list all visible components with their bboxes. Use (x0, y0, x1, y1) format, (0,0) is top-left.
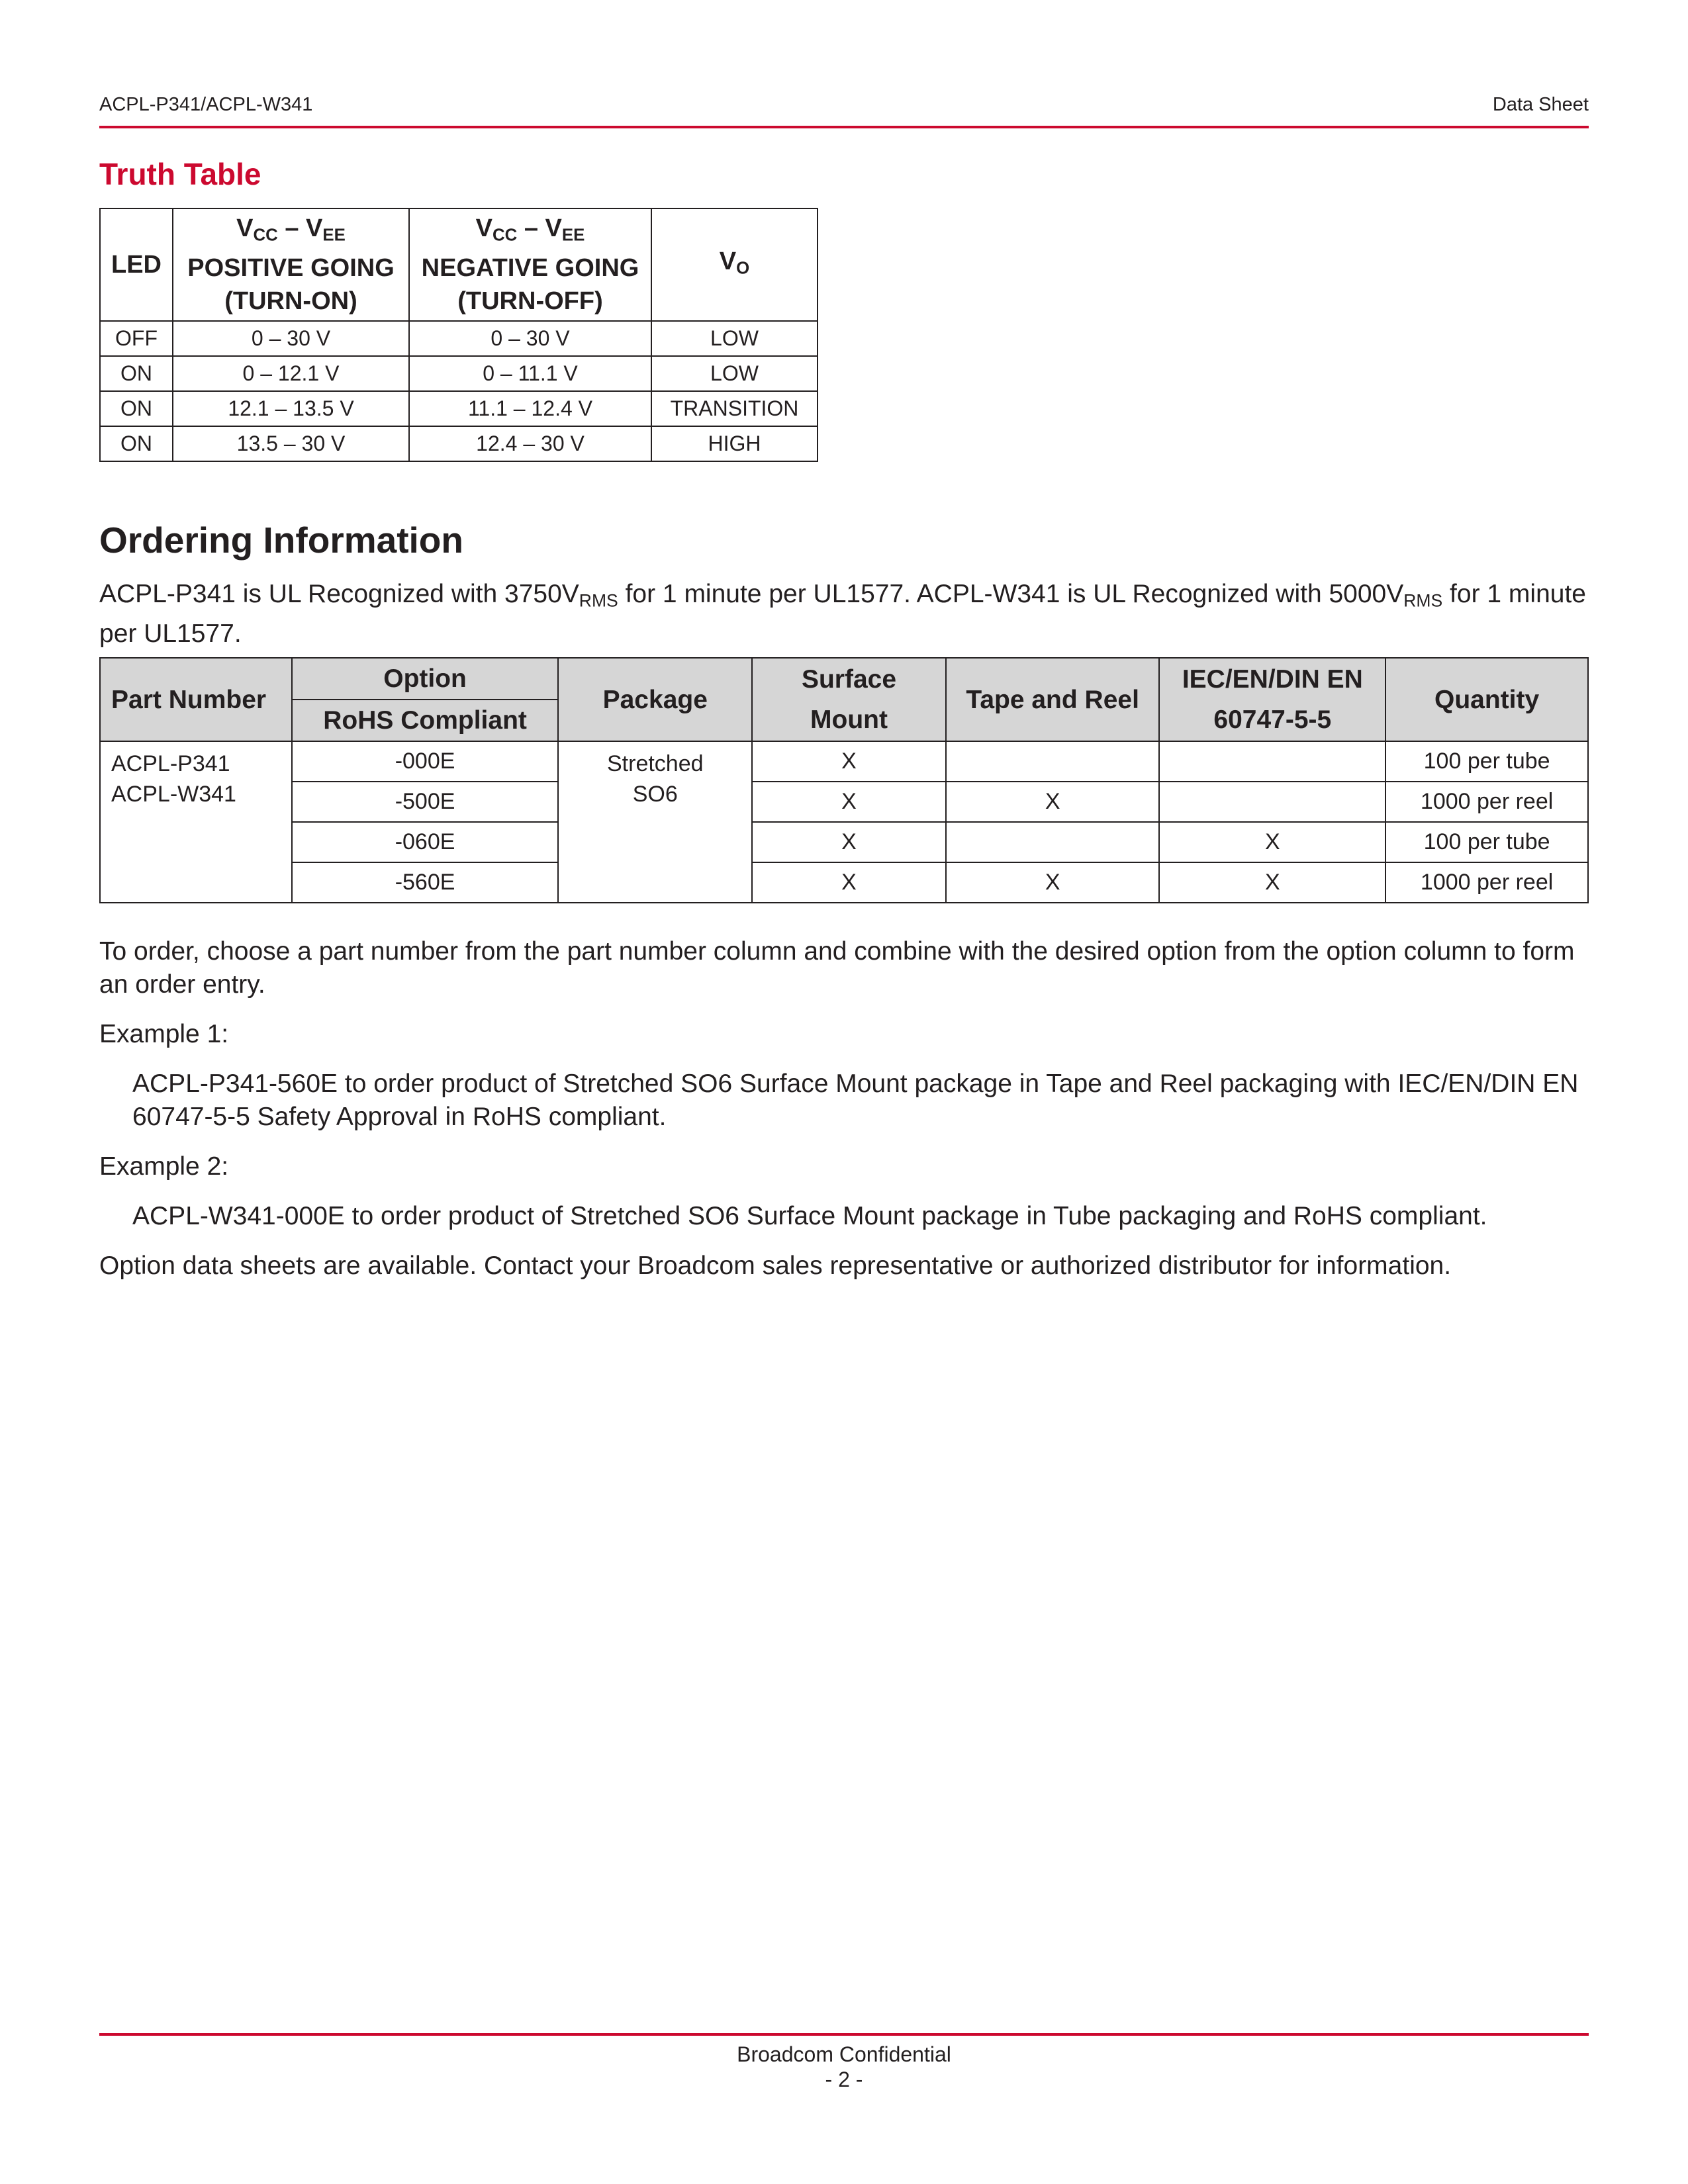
quantity-cell: 1000 per reel (1385, 782, 1588, 822)
tape-reel-header: Tape and Reel (946, 658, 1160, 741)
ordering-info-title: Ordering Information (99, 520, 463, 561)
quantity-cell: 100 per tube (1385, 741, 1588, 782)
table-row (100, 426, 818, 461)
table-row (100, 822, 1588, 862)
example-2-text: ACPL-W341-000E to order product of Stretched SO6 Surface Mount package in Tube packaging and RoHS compliant. (132, 1202, 1487, 1230)
closing-paragraph: Option data sheets are available. Contact your Broadcom sales representative or authorized distributor for information. (99, 1251, 1452, 1280)
quantity-cell: 100 per tube (1385, 822, 1588, 862)
turn-on-cell: 13.5 – 30 V (173, 426, 409, 461)
truth-table-header-row (100, 208, 818, 321)
led-header: LED (100, 208, 173, 321)
example-1-text: ACPL-P341-560E to order product of Stretched SO6 Surface Mount package in Tape and Reel packaging with IEC/EN/DIN EN 60747-5-5 Safety Approval in RoHS compliant. (132, 1069, 1579, 1131)
iec-cell (1159, 741, 1385, 782)
turn-off-cell: 11.1 – 12.4 V (409, 391, 651, 426)
turn-on-cell: 0 – 12.1 V (173, 356, 409, 391)
quantity-header: Quantity (1385, 658, 1588, 741)
iec-header: IEC/EN/DIN EN 60747-5-5 (1159, 658, 1385, 741)
package-cell: Stretched SO6 (558, 741, 752, 903)
led-cell: ON (100, 356, 173, 391)
turn-on-cell: 0 – 30 V (173, 321, 409, 356)
iec-cell (1159, 782, 1385, 822)
ordering-header-row (100, 658, 1588, 700)
order-instructions: To order, choose a part number from the part number column and combine with the desired option from the option column to form an order entry. (99, 937, 1575, 999)
surface-mount-cell: X (752, 782, 946, 822)
document-type: Data Sheet (1492, 94, 1589, 115)
table-row (100, 391, 818, 426)
ul-recognition-paragraph: ACPL-P341 is UL Recognized with $3750V_{RMS}$ for 1 minute per UL1577. ACPL-W341 is UL Recognized with $5000V_{RMS}$ for 1 minute per UL1577. (99, 580, 1586, 648)
rohs-header: RoHS Compliant (292, 700, 559, 741)
surface-mount-cell: X (752, 862, 946, 903)
positive-going-header: $V_{CC} - V_{EE}$ POSITIVE GOING (TURN-ON) (173, 208, 409, 321)
led-cell: ON (100, 391, 173, 426)
tape-reel-cell: X (946, 862, 1160, 903)
turn-off-cell: 0 – 30 V (409, 321, 651, 356)
part-number-cell: ACPL-P341 ACPL-W341 (100, 741, 292, 903)
package-header: Package (558, 658, 752, 741)
iec-cell: X (1159, 862, 1385, 903)
ordering-table (99, 657, 1589, 903)
turn-off-cell: 0 – 11.1 V (409, 356, 651, 391)
part-number-header: Part Number (100, 658, 292, 741)
document-id: ACPL-P341/ACPL-W341 (99, 94, 313, 115)
tape-reel-cell (946, 741, 1160, 782)
example-1-label: Example 1: (99, 1020, 229, 1048)
negative-going-header: $V_{CC} - V_{EE}$ NEGATIVE GOING (TURN-OFF) (409, 208, 651, 321)
vo-cell: HIGH (651, 426, 818, 461)
truth-table (99, 208, 818, 462)
vo-header: $V_O$ (651, 208, 818, 321)
turn-on-cell: 12.1 – 13.5 V (173, 391, 409, 426)
table-row (100, 321, 818, 356)
surface-mount-cell: X (752, 741, 946, 782)
option-header: Option (292, 658, 559, 700)
table-row (100, 782, 1588, 822)
header-rule (99, 126, 1589, 128)
surface-mount-cell: X (752, 822, 946, 862)
table-row (100, 862, 1588, 903)
option-cell: -500E (292, 782, 559, 822)
surface-mount-header: Surface Mount (752, 658, 946, 741)
vo-cell: LOW (651, 321, 818, 356)
page-number: - 2 - (825, 2068, 863, 2091)
quantity-cell: 1000 per reel (1385, 862, 1588, 903)
option-cell: -060E (292, 822, 559, 862)
iec-cell: X (1159, 822, 1385, 862)
led-cell: ON (100, 426, 173, 461)
footer-confidential: Broadcom Confidential (737, 2042, 951, 2066)
vo-cell: TRANSITION (651, 391, 818, 426)
led-cell: OFF (100, 321, 173, 356)
turn-off-cell: 12.4 – 30 V (409, 426, 651, 461)
truth-table-title: Truth Table (99, 157, 261, 191)
tape-reel-cell (946, 822, 1160, 862)
example-2-label: Example 2: (99, 1152, 229, 1181)
table-row (100, 356, 818, 391)
footer-rule (99, 2033, 1589, 2036)
table-row (100, 741, 1588, 782)
tape-reel-cell: X (946, 782, 1160, 822)
vo-cell: LOW (651, 356, 818, 391)
option-cell: -000E (292, 741, 559, 782)
option-cell: -560E (292, 862, 559, 903)
